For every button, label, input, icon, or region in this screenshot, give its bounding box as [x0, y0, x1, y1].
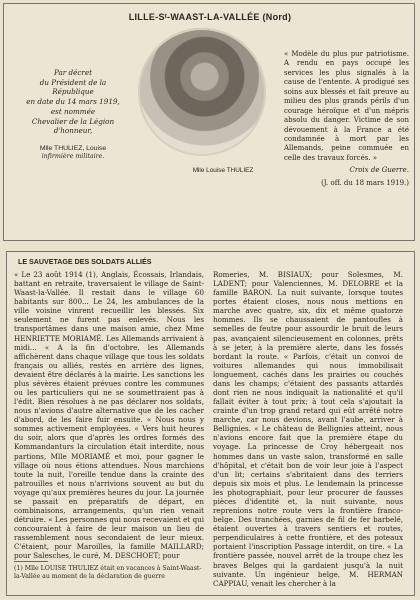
- decree-line: est nommée: [50, 106, 96, 116]
- decree-line: du Président de la République: [39, 77, 107, 97]
- citation-text: « Modèle du plus pur patriotisme. A rendu en pays occupé les services les plus signalés à la cause de l'entente. A prodigué ses soins aux blessés et fait preuve au milieu des plus grands périls d'un courage héroïque et d'un mépris absolu du danger. Victime de son dévouement à la France a été condamnée à mort par les Allemands, peine commuée en celle des travaux forcés. »: [284, 50, 409, 162]
- honoree-role: infirmière militaire.: [41, 153, 105, 161]
- portrait-caption: Mlle Louise THULIEZ: [192, 167, 254, 174]
- honoree-name: Mlle THULIEZ, Louise: [39, 145, 107, 153]
- page-title: LILLE-Sᵗ-WAAST-LA-VALLÉE (Nord): [128, 12, 292, 22]
- article-right-column: [213, 270, 403, 588]
- portrait-image: [138, 28, 266, 156]
- decree-block: [18, 68, 128, 162]
- article-title: LE SAUVETAGE DES SOLDATS ALLIÉS: [18, 258, 152, 266]
- citation-source: Croix de Guerre.: [349, 166, 409, 175]
- article-text: Romeries, M. BISIAUX; pour Solesmes, M. LADENT; pour Valenciennes, M. DELOBRE et la famille BARON. La nuit suivante, lorsque toutes portes étaient closes, nous nous mettions en marche avec quatre, six, dix et même quatorze hommes. Ils se chaussaient de pantoufles à semelles de feutre pour assourdir le bruit de leurs pas, avançaient silencieusement en colonnes, prêts à se jeter, à la première alerte, dans les fossés bordant la route. « Parfois, c'était un convoi de voitures allemandes qui nous immobilisait longuement, cachés dans les prairies ou couchés dans les champs; c'étaient des passants attardés dont rien ne nous indiquait la nationalité et qu'il fallait éviter à tout prix; à tout cela s'ajoutait la crainte d'un trop grand retard qui eût arrêté notre marche, car nous devions, avant l'aube, arriver à Bellignies. « Le château de Bellignies atteint, nous n'avions encore fait que la première étape du voyage. La princesse de Croy hébergeait nos hommes dans un vaste salon, transformé en salle d'hôpital, et c'était bon de voir leur joie à l'aspect d'un lit; certains s'abritaient dans des terriers depuis six mois et plus. Le lendemain la princesse les photographiait, pour leur procurer de fausses pièces d'identité et, la nuit suivante, nous reprenions notre route vers la frontière franco-belge. Des tranchées, garnies de fil de fer barbelé, étaient ouvertes à travers sentiers et routes, perpendiculaires à cette frontière, et des poteaux portaient l'inscription Passage interdit, on tire. « La frontière passée, nouvel arrêt de la troupe chez les braves Belges qui la gardaient jusqu'à la nuit suivante. Un ingénieur belge, M. HERMAN CAPPIAU, venait les chercher à la: [213, 270, 403, 588]
- citation-date: (J. off. du 18 mars 1919.): [321, 178, 409, 187]
- decree-line: en date du 14 mars 1919,: [26, 97, 120, 107]
- article-text: « Le 23 août 1914 (1), Anglais, Écossais, Irlandais, battant en retraite, traversaient le village de Saint-Waast-la-Vallée. Il restait dans le village 60 habitants sur 800... Le 24, les ambulances de la ville voisine vinrent recueillir les blessés. Six seulement ne furent pas enlevés. Nous les transportâmes dans une maison amie, chez Mme HENRIETTE MORIAMÉ. Les Allemands arrivaient à midi... « A la fin d'octobre, les Allemands affichèrent dans chaque village que tous les soldats français ou alliés, restés en arrière des lignes, devaient être déclarés à la mairie. Les sanctions les plus sévères étaient prévues contre les communes ou les particuliers qui ne se soumettraient pas à l'édit. Bien résolues à ne pas déclarer nos soldats, nous n'avions d'autre alternative que de les cacher d'abord, de les faire fuir ensuite. « Nous nous y sommes activement employées. « Vers huit heures du soir, alors que d'après les ordres formés des Kommandanturs la circulation était interdite, nous partions, Mlle MORIAMÉ et moi, pour gagner le village où nous étions attendues. Nous marchions toute la nuit, l'oreille tendue dans la crainte des patrouilles et nous n'arrivions souvent au but du voyage qu'aux premières heures du jour. La journée se passait en préparatifs de départ, en combinaisons, arrangements, qu'un rien venait détruire. « Les personnes qui nous recevaient et qui concouraient à faire de leur maison un lieu de rassemblement nous secondaient de leur mieux. C'étaient, pour Maroilles, la famille MAILLARD; pour Salesches, le curé, M. DESCHOET; pour: [14, 270, 204, 561]
- article-left-column: [14, 270, 204, 561]
- honor-panel: [3, 3, 415, 241]
- footnote: (1) Mlle LOUISE THULIEZ était en vacances à Saint-Waast-la-Vallée au moment de la déclaration de guerre: [14, 565, 202, 580]
- decree-line: Par décret: [54, 68, 92, 77]
- footnote-rule: [14, 561, 48, 562]
- decree-line: Chevalier de la Légion d'honneur,: [31, 116, 115, 136]
- citation-block: [284, 50, 409, 188]
